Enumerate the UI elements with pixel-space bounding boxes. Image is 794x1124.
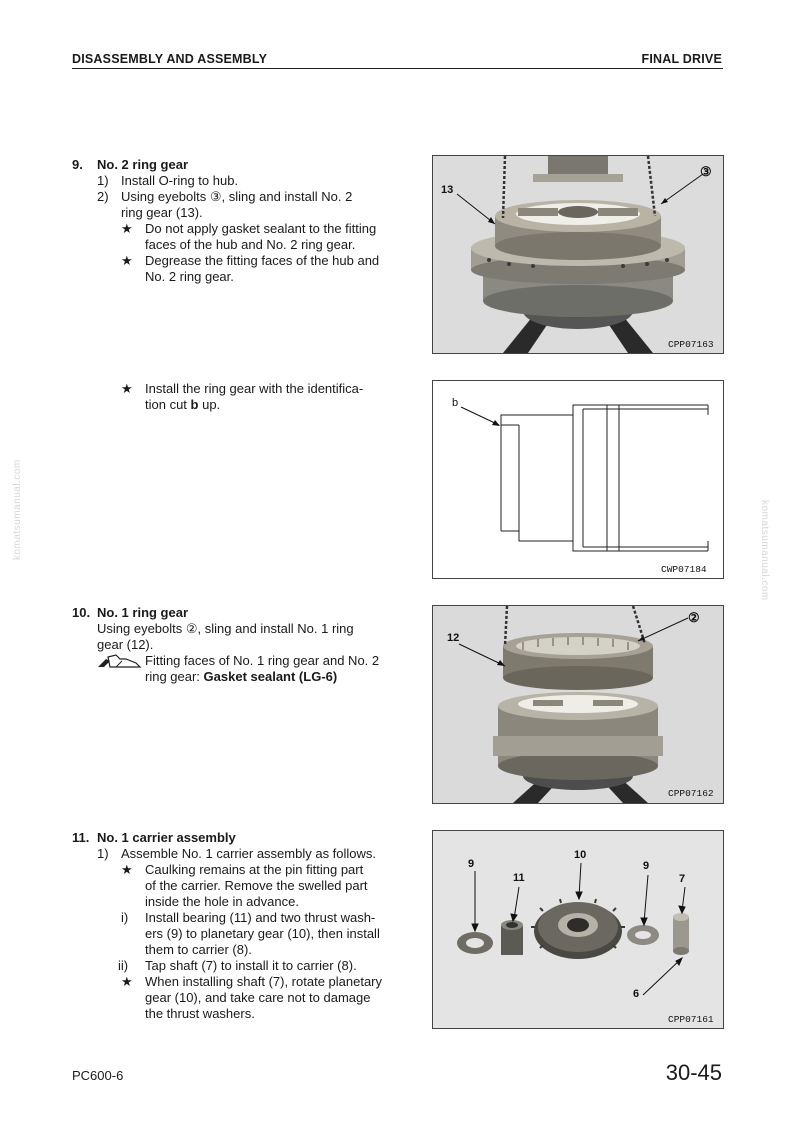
footer-model: PC600-6 <box>72 1068 124 1083</box>
step10-sealant-line2: ring gear: Gasket sealant (LG-6) <box>145 669 338 684</box>
watermark-right: komatsumanual.com <box>759 500 770 601</box>
step9-note2-line2: No. 2 ring gear. <box>145 269 234 284</box>
figure3-callout-eyebolt: ② <box>688 610 700 625</box>
figure4-callout-9-left: 9 <box>468 858 475 870</box>
figure4-caption: CPP07161 <box>668 1014 714 1025</box>
step11-note2-line1: When installing shaft (7), rotate planetary <box>145 974 383 989</box>
figure1-callout-13: 13 <box>441 184 454 196</box>
step9-note1-line2: faces of the hub and No. 2 ring gear. <box>145 237 356 252</box>
figure3-caption: CPP07162 <box>668 788 714 799</box>
step9-item2-line1: Using eyebolts ③, sling and install No. 2 <box>121 189 353 204</box>
footer-page-number: 30-45 <box>665 1060 722 1085</box>
figure-identification-cut-diagram <box>432 380 724 579</box>
step11-sub-ii-line1: Tap shaft (7) to install it to carrier (8). <box>145 958 357 973</box>
header-section-title: DISASSEMBLY AND ASSEMBLY <box>72 52 268 66</box>
figure4-callout-7: 7 <box>679 873 686 885</box>
step11-note2-line3: the thrust washers. <box>145 1006 255 1021</box>
figure4-callout-6: 6 <box>633 988 640 1000</box>
figure2-caption: CWP07184 <box>661 564 707 575</box>
step9-note3-line1: Install the ring gear with the identifica- <box>145 381 364 396</box>
step11-sub-i-line2: ers (9) to planetary gear (10), then install <box>145 926 380 941</box>
step9-item1-marker: 1) <box>97 173 109 188</box>
figure3-callout-12: 12 <box>447 632 460 644</box>
figure4-callout-10: 10 <box>574 849 587 861</box>
header-chapter-title: FINAL DRIVE <box>641 52 722 66</box>
star-icon: ★ <box>121 862 133 877</box>
figure2-callout-b: b <box>452 397 459 409</box>
figure-no1-ring-gear-photo <box>432 605 724 804</box>
step11-note2-line2: gear (10), and take care not to damage <box>145 990 371 1005</box>
step9-note1-line1: Do not apply gasket sealant to the fitting <box>145 221 377 236</box>
step11-note1-line2: of the carrier. Remove the swelled part <box>145 878 368 893</box>
step9-number: 9. <box>72 157 83 172</box>
star-icon: ★ <box>121 381 133 396</box>
step10-number: 10. <box>72 605 91 620</box>
figure-ring-gear-photo <box>432 155 724 354</box>
step11-sub-ii-marker: ii) <box>118 958 129 973</box>
step11-sub-i-marker: i) <box>121 910 129 925</box>
star-icon: ★ <box>121 221 133 236</box>
step11-note1-line3: inside the hole in advance. <box>145 894 299 909</box>
step11-item1-text: Assemble No. 1 carrier assembly as follows. <box>121 846 377 861</box>
watermark-left: komatsumanual.com <box>12 459 23 560</box>
figure4-callout-11: 11 <box>513 872 525 884</box>
figure1-callout-eyebolt: ③ <box>700 164 712 179</box>
figure4-callout-9-right: 9 <box>643 860 650 872</box>
step9-item1-text: Install O-ring to hub. <box>121 173 239 188</box>
sealant-gun-icon <box>96 653 142 669</box>
step9-title: No. 2 ring gear <box>97 157 189 172</box>
step11-item1-marker: 1) <box>97 846 109 861</box>
star-icon: ★ <box>121 253 133 268</box>
step9-note2-line1: Degrease the fitting faces of the hub and <box>145 253 380 268</box>
step11-number: 11. <box>72 830 90 845</box>
step10-line1: Using eyebolts ②, sling and install No. 1 ring <box>97 621 354 636</box>
step11-note1-line1: Caulking remains at the pin fitting part <box>145 862 364 877</box>
step10-sealant-line1: Fitting faces of No. 1 ring gear and No. 2 <box>145 653 380 668</box>
step10-line2: gear (12). <box>97 637 154 652</box>
step9-item2-line2: ring gear (13). <box>121 205 203 220</box>
step11-sub-i-line1: Install bearing (11) and two thrust wash- <box>145 910 376 925</box>
step10-title: No. 1 ring gear <box>97 605 189 620</box>
star-icon: ★ <box>121 974 133 989</box>
figure1-caption: CPP07163 <box>668 339 714 350</box>
header-rule <box>72 68 723 69</box>
step9-note3-line2: tion cut b up. <box>145 397 221 412</box>
step11-sub-i-line3: them to carrier (8). <box>145 942 252 957</box>
step11-title: No. 1 carrier assembly <box>97 830 236 845</box>
step9-item2-marker: 2) <box>97 189 109 204</box>
